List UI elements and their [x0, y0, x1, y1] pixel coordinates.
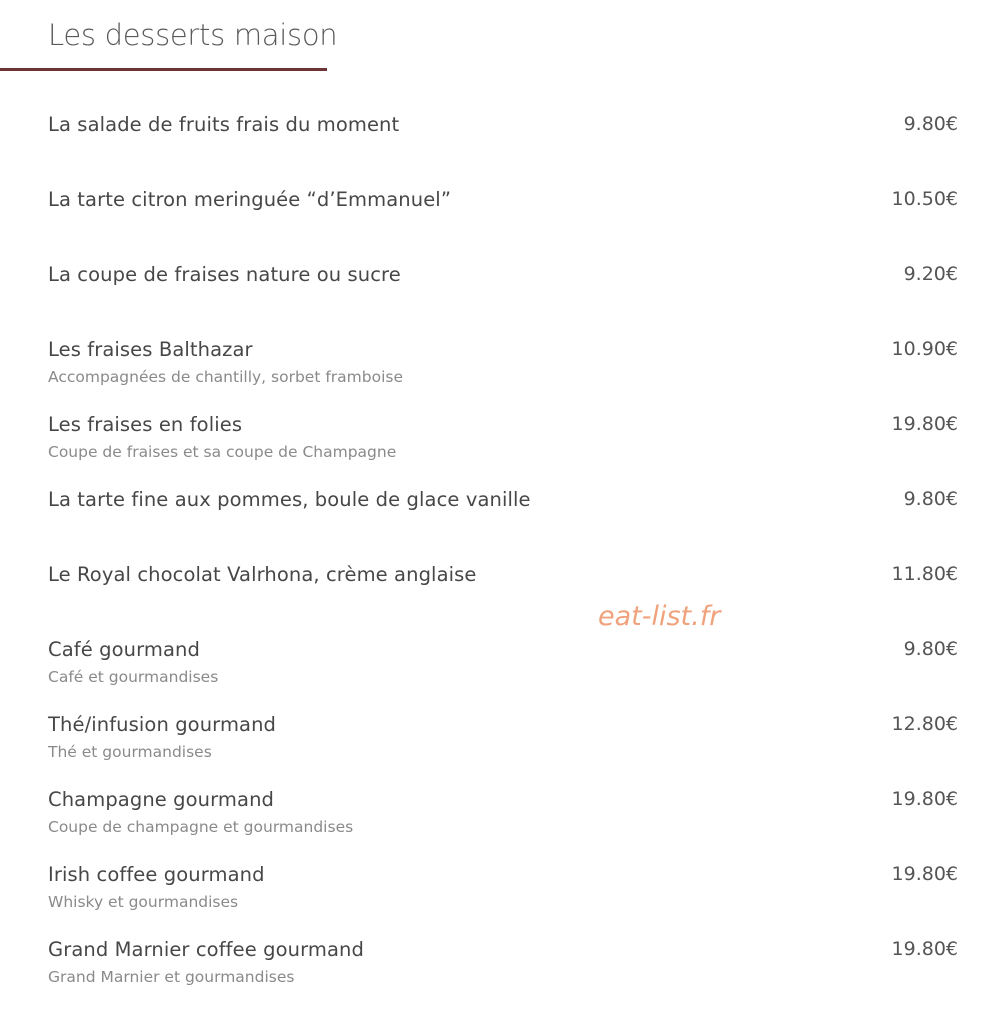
- menu-item: [48, 638, 958, 698]
- menu-item: [48, 863, 958, 923]
- item-name: Irish coffee gourmand: [48, 863, 265, 886]
- menu-item: [48, 263, 958, 323]
- item-price: 9.80€: [903, 488, 958, 510]
- item-price: 9.20€: [903, 263, 958, 285]
- item-description: Thé et gourmandises: [48, 743, 212, 761]
- item-name: La tarte fine aux pommes, boule de glace vanille: [48, 488, 531, 511]
- menu-item: [48, 788, 958, 848]
- item-price: 19.80€: [891, 863, 958, 885]
- item-name: Champagne gourmand: [48, 788, 275, 811]
- menu-item: [48, 188, 958, 248]
- item-price: 19.80€: [891, 938, 958, 960]
- item-name: Café gourmand: [48, 638, 200, 661]
- item-name: La salade de fruits frais du moment: [48, 113, 400, 136]
- section-title: Les desserts maison: [48, 18, 338, 52]
- item-price: 10.90€: [891, 338, 958, 360]
- watermark: eat-list.fr: [598, 601, 721, 632]
- item-price: 9.80€: [903, 113, 958, 135]
- item-name: Les fraises en folies: [48, 413, 243, 436]
- menu-item: [48, 413, 958, 473]
- item-name: Le Royal chocolat Valrhona, crème anglaise: [48, 563, 477, 586]
- item-price: 12.80€: [891, 713, 958, 735]
- item-description: Coupe de champagne et gourmandises: [48, 818, 354, 836]
- item-description: Café et gourmandises: [48, 668, 219, 686]
- item-name: La tarte citron meringuée “d’Emmanuel”: [48, 188, 452, 211]
- item-name: Grand Marnier coffee gourmand: [48, 938, 364, 961]
- item-name: La coupe de fraises nature ou sucre: [48, 263, 401, 286]
- item-description: Grand Marnier et gourmandises: [48, 968, 295, 986]
- menu-item: [48, 113, 958, 173]
- item-description: Coupe de fraises et sa coupe de Champagne: [48, 443, 397, 461]
- menu-item: [48, 563, 958, 623]
- menu-item: [48, 338, 958, 398]
- menu-item: [48, 938, 958, 998]
- item-price: 19.80€: [891, 788, 958, 810]
- item-name: Les fraises Balthazar: [48, 338, 253, 361]
- item-name: Thé/infusion gourmand: [48, 713, 277, 736]
- item-price: 19.80€: [891, 413, 958, 435]
- menu-item: [48, 713, 958, 773]
- item-price: 10.50€: [891, 188, 958, 210]
- item-description: Whisky et gourmandises: [48, 893, 239, 911]
- menu-item: [48, 488, 958, 548]
- item-description: Accompagnées de chantilly, sorbet framboise: [48, 368, 404, 386]
- item-price: 9.80€: [903, 638, 958, 660]
- item-price: 11.80€: [891, 563, 958, 585]
